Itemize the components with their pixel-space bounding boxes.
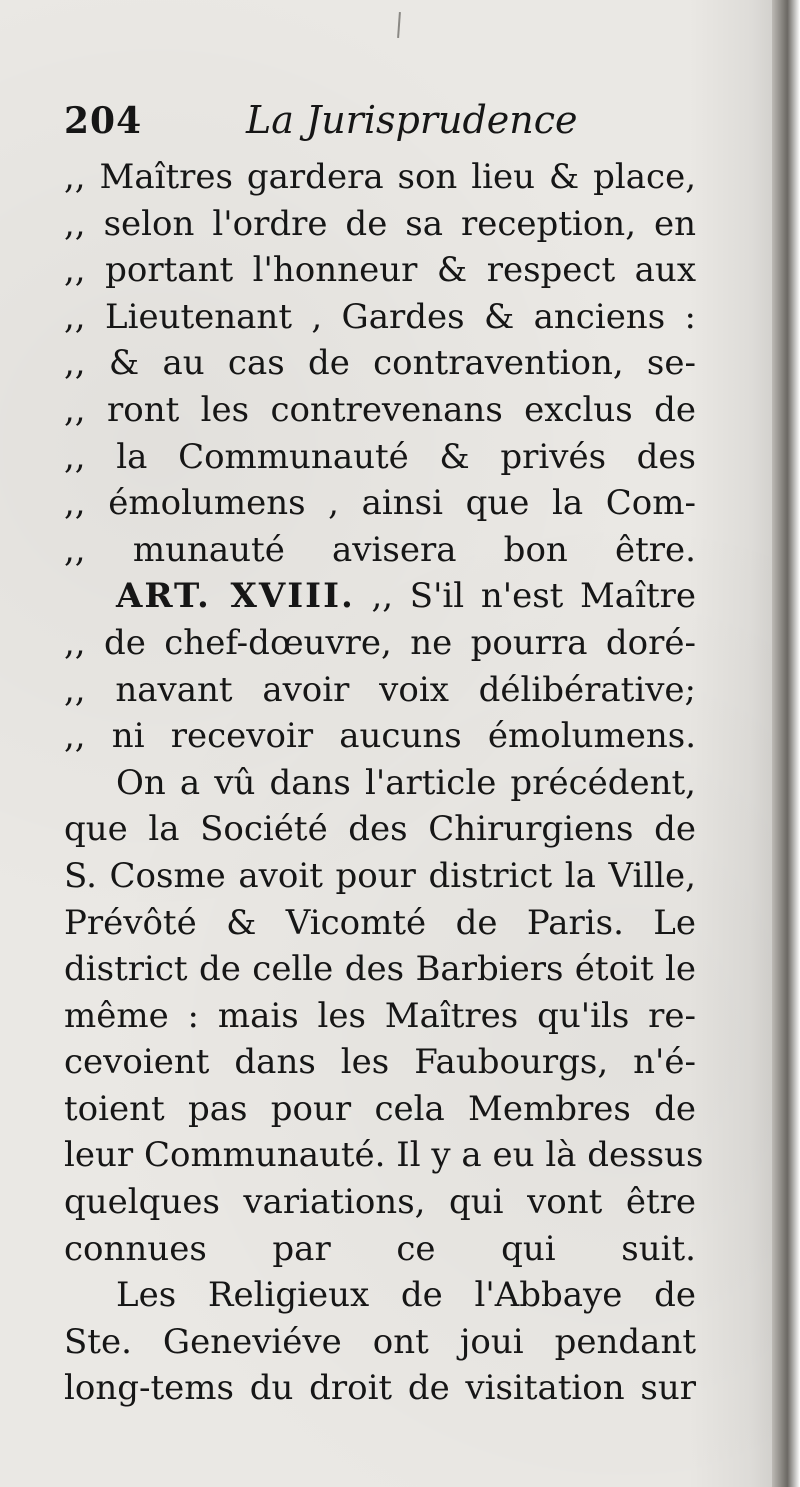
margin-mark [397, 12, 401, 38]
text-line: leur Communauté. Il y a eu là dessus [64, 1135, 704, 1176]
article-statute-block [64, 620, 696, 760]
text-line: ,, portant l'honneur & respect aux [64, 250, 696, 291]
text-line: ,, Lieutenant , Gardes & anciens : [64, 296, 696, 337]
text-line: ,, navant avoir voix délibérative; [64, 669, 696, 710]
text-line: cevoient dans les Faubourgs, n'é- [64, 1042, 696, 1083]
text-line: ,, Maîtres gardera son lieu & place, [64, 157, 696, 197]
text-line: toient pas pour cela Membres de [64, 1088, 696, 1129]
binding-edge [772, 0, 800, 1487]
text-line: long-tems du droit de visitation sur [64, 1368, 696, 1409]
paragraph-text: Les Religieux de l'Abbaye de [116, 1275, 696, 1316]
text-line: que la Société des Chirurgiens de [64, 809, 696, 850]
running-head [64, 92, 704, 152]
text-line: ,, émolumens , ainsi que la Com- [64, 483, 696, 524]
quoted-statute-block [64, 154, 696, 573]
text-line: connues par ce qui suit. [64, 1228, 696, 1269]
text-line: ,, & au cas de contravention, se- [64, 343, 696, 384]
text-line: ,, la Communauté & privés des [64, 436, 696, 477]
text-line: ,, selon l'ordre de sa reception, en [64, 203, 696, 244]
text-line: district de celle des Barbiers étoit le [64, 949, 696, 990]
text-line: ,, ront les contrevenans exclus de [64, 389, 696, 430]
text-line: Ste. Geneviéve ont joui pendant [64, 1321, 696, 1362]
text-line: quelques variations, qui vont être [64, 1182, 696, 1223]
running-title: La Jurisprudence [246, 98, 578, 142]
paragraph-first-line [64, 760, 696, 807]
paragraph-commentary [64, 806, 704, 1272]
article-label: ART. XVIII. [116, 576, 355, 617]
paragraph-first-line [64, 1272, 696, 1319]
text-line: même : mais les Maîtres qu'ils re- [64, 995, 696, 1036]
text-line: ,, de chef-dœuvre, ne pourra doré- [64, 622, 696, 663]
page-number: 204 [64, 100, 143, 142]
paragraph-abbey [64, 1319, 696, 1412]
text-line: Prévôté & Vicomté de Paris. Le [64, 902, 696, 943]
paragraph-text: On a vû dans l'article précédent, [116, 762, 696, 803]
article-line [64, 573, 696, 620]
text-line: ,, munauté avisera bon être. [64, 529, 696, 570]
text-line: S. Cosme avoit pour district la Ville, [64, 855, 696, 896]
text-line: ,, ni recevoir aucuns émolumens. [64, 716, 696, 757]
article-text: ,, S'il n'est Maître [371, 576, 696, 617]
body-text [64, 154, 704, 1412]
